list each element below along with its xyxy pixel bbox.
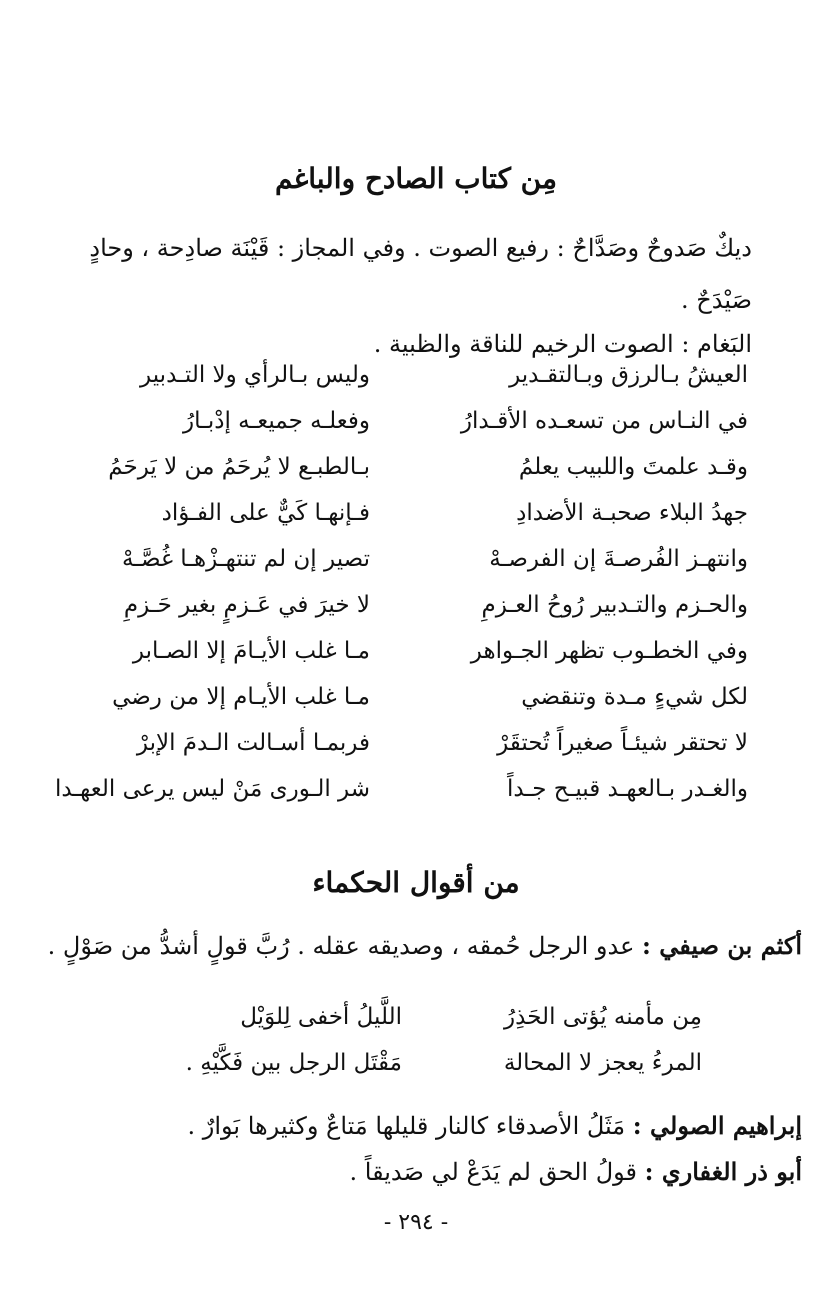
couplet-right: المرءُ يعجز لا المحالة	[503, 1050, 702, 1076]
poem-line	[0, 638, 832, 686]
saying-text: مَثَلُ الأصدقاء كالنار قليلها مَتاعٌ وكثيرها بَوارٌ .	[187, 1112, 633, 1140]
hemistich-right: لكل شيءٍ مـدة وتنقضي	[521, 684, 748, 710]
saying-ghifari	[22, 1146, 802, 1198]
hemistich-left: وليس بـالرأي ولا التـدبير	[140, 362, 370, 388]
hemistich-left: بـالطبـع لا يُرحَمُ من لا يَرحَمُ	[108, 454, 370, 480]
poem-line	[0, 454, 832, 502]
paragraph-bugham: البَغام : الصوت الرخيم للناقة والظبية .	[373, 330, 752, 358]
poem-line	[0, 776, 832, 824]
saying-text: عدو الرجل حُمقه ، وصديقه عقله . رُبَّ قولٍ أشدُّ من صَوْلٍ .	[47, 932, 643, 960]
hemistich-right: والغـدر بـالعهـد قبيـح جـداً	[507, 776, 748, 802]
hemistich-right: العيشُ بـالرزق وبـالتقـدير	[509, 362, 748, 388]
couplet-left: مَقْتَل الرجل بين فَكَّيْهِ .	[185, 1050, 402, 1076]
hemistich-left: فربمـا أسـالت الـدمَ الإبرْ	[136, 730, 370, 756]
hemistich-right: والحـزم والتـدبير رُوحُ العـزمِ	[481, 592, 748, 618]
page-number: - ٢٩٤ -	[383, 1210, 449, 1235]
speaker-name: أبو ذر الغفاري :	[644, 1157, 802, 1186]
poem-line	[0, 730, 832, 778]
hemistich-right: جهدُ البلاء صحبـة الأضدادِ	[516, 500, 748, 526]
couplet-line	[0, 1004, 832, 1052]
hemistich-right: وانتهـز الفُرصـةَ إن الفرصـهْ	[489, 546, 748, 572]
couplet-left: اللَّيلُ أخفى لِلوَيْل	[240, 1004, 402, 1030]
hemistich-left: تصير إن لم تنتهـزْهـا غُصَّـهْ	[121, 546, 370, 572]
saying-aktham	[22, 920, 802, 972]
poem-line	[0, 408, 832, 456]
poem-line	[0, 546, 832, 594]
saying-text: قولُ الحق لم يَدَعْ لي صَديقاً .	[349, 1158, 645, 1186]
hemistich-right: وفي الخطـوب تظهر الجـواهر	[470, 638, 748, 664]
hemistich-left: مـا غلب الأيـام إلا من رضي	[112, 684, 370, 710]
hemistich-right: وقـد علمتَ واللبيب يعلمُ	[518, 454, 748, 480]
hemistich-left: وفعلـه جميعـه إدْبـارُ	[182, 408, 370, 434]
hemistich-right: في النـاس من تسعـده الأقـدارُ	[460, 408, 748, 434]
saying-suli	[22, 1100, 802, 1152]
couplet-right: مِن مأمنه يُؤتى الحَذِرُ	[504, 1004, 702, 1030]
poem-line	[0, 362, 832, 410]
section-title-sadih: مِن كتاب الصادح والباغم	[275, 162, 557, 195]
hemistich-left: لا خيرَ في عَـزمٍ بغير حَـزمِ	[123, 592, 370, 618]
section-title-hukama: من أقوال الحكماء	[312, 866, 520, 899]
poem-line	[0, 684, 832, 732]
hemistich-left: فـإنهـا كَيٌّ على الفـؤاد	[161, 500, 370, 526]
speaker-name: أكثم بن صيفي :	[642, 931, 802, 960]
couplet-line	[0, 1050, 832, 1098]
paragraph-dik: ديكٌ صَدوحٌ وصَدَّاحٌ : رفيع الصوت . وفي المجاز : قَيْنَة صادِحة ، وحادٍ صَيْدَحٌ .	[89, 234, 752, 314]
speaker-name: إبراهيم الصولي :	[632, 1111, 802, 1140]
hemistich-right: لا تحتقر شيئـاً صغيراً تُحتقَرْ	[497, 730, 748, 756]
poem-line	[0, 592, 832, 640]
hemistich-left: شر الـورى مَنْ ليس يرعى العهـدا	[54, 776, 370, 802]
hemistich-left: مـا غلب الأيـامَ إلا الصـابر	[132, 638, 370, 664]
poem-line	[0, 500, 832, 548]
